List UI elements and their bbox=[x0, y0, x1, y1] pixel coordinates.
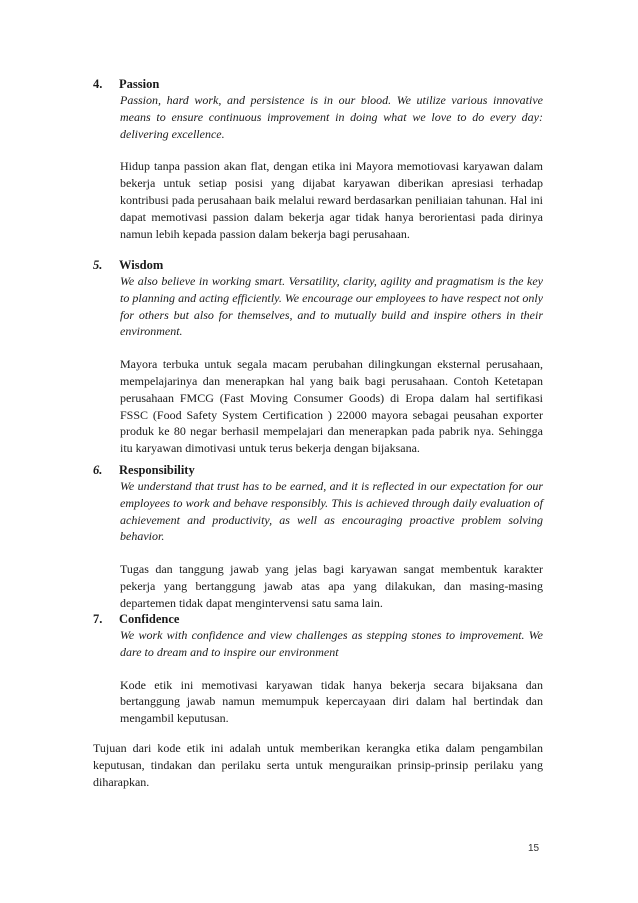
section-number: 6. bbox=[93, 463, 103, 477]
english-statement: We also believe in working smart. Versatility, clarity, agility and pragmatism is the key to planning and acting efficiently. We encourage our employees to have respect not only for others but also for themselves, and to mutually build and inspire others in their environment. bbox=[120, 274, 543, 339]
section-heading bbox=[93, 611, 543, 627]
page-number: 15 bbox=[528, 843, 540, 854]
section-responsibility bbox=[93, 462, 543, 612]
section-passion bbox=[93, 76, 543, 242]
section-confidence bbox=[93, 611, 543, 727]
english-statement: We work with confidence and view challenges as stepping stones to improvement. We dare to dream and to inspire our environment bbox=[120, 628, 543, 659]
section-heading bbox=[93, 257, 543, 273]
indonesian-explanation: Tugas dan tanggung jawab yang jelas bagi karyawan sangat membentuk karakter pekerja yang bertanggung jawab atas apa yang dilakukan, dan masing-masing departemen tidak dapat mengintervensi satu sama lain. bbox=[120, 562, 543, 610]
section-heading bbox=[93, 462, 543, 478]
indonesian-explanation: Kode etik ini memotivasi karyawan tidak hanya bekerja secara bijaksana dan bertanggung jawab namun memumpuk kepercayaan diri dalam hal bertindak dan mengambil keputusan. bbox=[120, 677, 543, 726]
section-title: Wisdom bbox=[119, 258, 164, 272]
section-title: Passion bbox=[119, 77, 160, 91]
indonesian-explanation: Hidup tanpa passion akan flat, dengan etika ini Mayora memotiovasi karyawan dalam bekerja untuk setiap posisi yang dijabat karyawan diberikan apresiasi terhadap kontribusi pada perusahaan baik melalui reward berdasarkan peniliaian tahunan. Hal ini dapat memotivasi passion dalam bekerja agar tidak hanya berorientasi pada dirinya namun lebih kepada passion dalam bekerja bagi perusahaan. bbox=[120, 159, 543, 241]
section-title: Responsibility bbox=[119, 463, 195, 477]
section-number: 7. bbox=[93, 612, 103, 626]
english-statement: We understand that trust has to be earned, and it is reflected in our expectation for our employees to work and behave responsibly. This is achieved through daily evaluation of achievement and productivity, as well as encouraging proactive problem solving behavior. bbox=[120, 479, 543, 544]
closing-paragraph: Tujuan dari kode etik ini adalah untuk memberikan kerangka etika dalam pengambilan keputusan, tindakan dan perilaku serta untuk menguraikan prinsip-prinsip perilaku yang diharapkan. bbox=[93, 741, 543, 789]
section-heading bbox=[93, 76, 543, 92]
indonesian-explanation: Mayora terbuka untuk segala macam perubahan dilingkungan eksternal perusahaan, mempelajarinya dan menerapkan hal yang baik bagi perusahaan. Contoh Ketetapan perusahaan FMCG (Fast Moving Consumer Goods) di Eropa dalam hal sertifikasi FSSC (Food Safety System Certification ) 22000 mayora sebagai peusahan exporter produk ke 80 negar berhasil mempelajari dan menerapkan pada pabrik nya. Sehingga itu karyawan dimotivasi untuk terus bekerja dengan bijaksana. bbox=[120, 357, 543, 456]
section-wisdom bbox=[93, 257, 543, 457]
section-number: 4. bbox=[93, 77, 103, 91]
english-statement: Passion, hard work, and persistence is in our blood. We utilize various innovative means to ensure continuous improvement in doing what we love to do every day: delivering excellence. bbox=[120, 93, 543, 141]
section-title: Confidence bbox=[119, 612, 180, 626]
section-number: 5. bbox=[93, 258, 103, 272]
